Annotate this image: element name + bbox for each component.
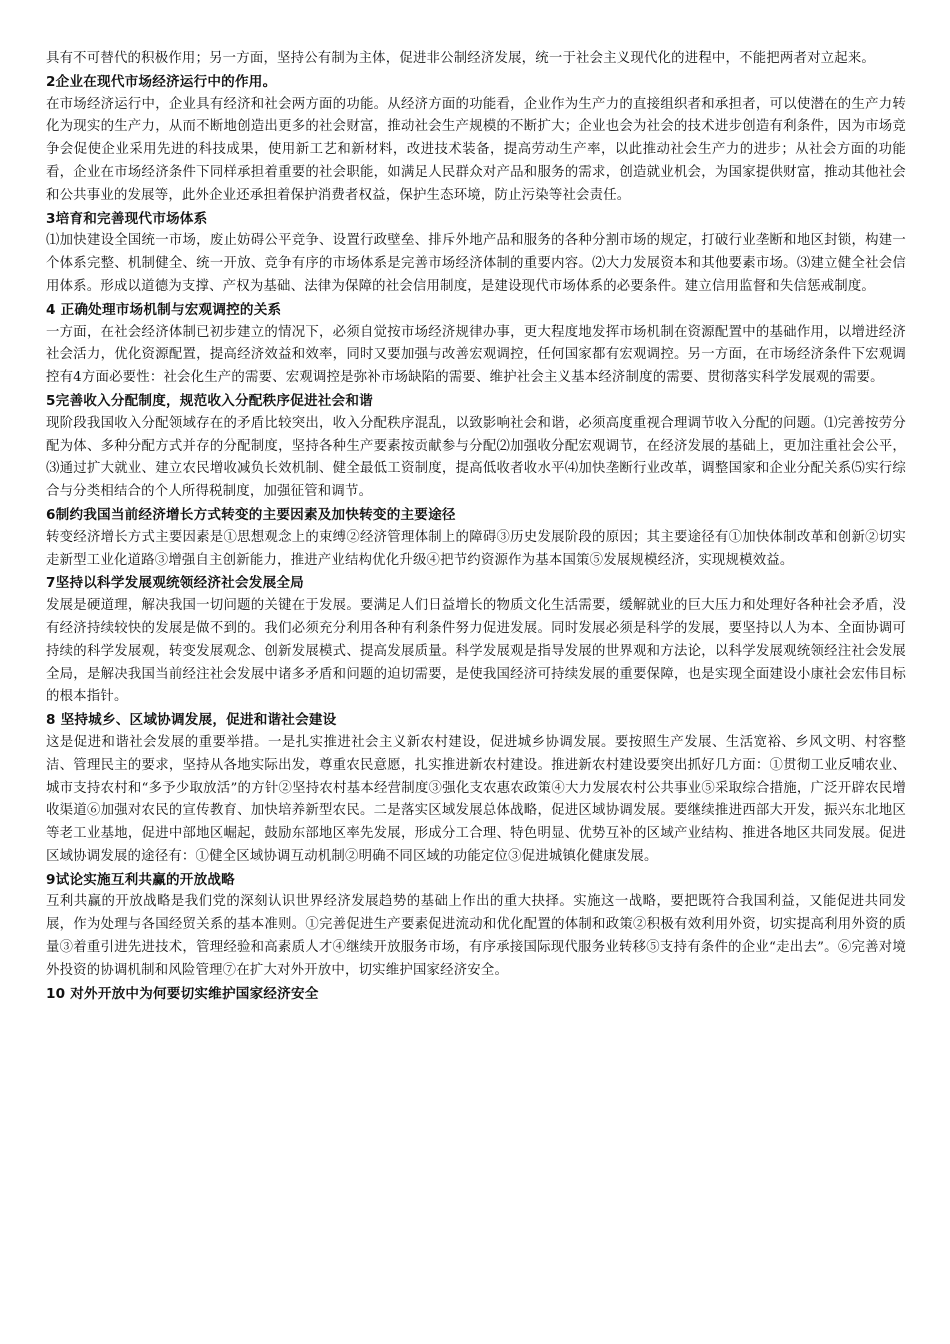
section-10-heading: 10 对外开放中为何要切实维护国家经济安全 bbox=[46, 985, 319, 1002]
section-3-body: ⑴加快建设全国统一市场，废止妨碍公平竞争、设置行政壁垒、排斥外地产品和服务的各种分割市场的规定，打破行业垄断和地区封锁，构建一个体系完整、机制健全、统一开放、竞争有序的市场体系是完善市场经济体制的重要内容。⑵大力发展资本和其他要素市场。⑶建立健全社会信用体系。形成以道德为支撑、产权为基础、法律为保障的社会信用制度，是建设现代市场体系的必要条件。建立信用监督和失信惩戒制度。 bbox=[46, 233, 906, 294]
section-4-body: 一方面，在社会经济体制已初步建立的情况下，必须自觉按市场经济规律办事，更大程度地发挥市场机制在资源配置中的基础作用，以增进经济社会活力，优化资源配置，提高经济效益和效率，同时又要加强与改善宏观调控，任何国家都有宏观调控。另一方面，在市场经济条件下宏观调控有4方面必要性：社会化生产的需要、宏观调控是弥补市场缺陷的需要、维护社会主义基本经济制度的需要、贯彻落实科学发展观的需要。 bbox=[46, 324, 906, 386]
section-6-body: 转变经济增长方式主要因素是①思想观念上的束缚②经济管理体制上的障碍③历史发展阶段的原因；其主要途径有①加快体制改革和创新②切实走新型工业化道路③增强自主创新能力，推进产业结构优化升级④把节约资源作为基本国策⑤发展规模经济，实现规模效益。 bbox=[46, 529, 906, 568]
section-5-heading: 5完善收入分配制度，规范收入分配秩序促进社会和谐 bbox=[46, 392, 373, 409]
section-7-body: 发展是硬道理，解决我国一切问题的关键在于发展。要满足人们日益增长的物质文化生活需要，缓解就业的巨大压力和处理好各种社会矛盾，没有经济持续较快的发展是做不到的。我们必须充分利用各种有利条件努力促进发展。同时发展必须是科学的发展，要坚持以人为本、全面协调可持续的科学发展观，转变发展观念、创新发展模式、提高发展质量。科学发展观是指导发展的世界观和方法论，以科学发展观统领经注社会发展全局，是解决我国当前经注社会发展中诸多矛盾和问题的迫切需要，是使我国经济可持续发展的重要保障，也是实现全面建设小康社会宏伟目标的根本指针。 bbox=[46, 598, 906, 705]
section-9-body: 互利共赢的开放战略是我们党的深刻认识世界经济发展趋势的基础上作出的重大抉择。实施这一战略，要把既符合我国利益，又能促进共同发展，作为处理与各国经贸关系的基本准则。①完善促进生产要素促进流动和优化配置的体制和政策②积极有效利用外资，切实提高利用外资的质量③着重引进先进技术，管理经验和高素质人才④继续开放服务市场，有序承接国际现代服务业转移⑤支持有条件的企业“走出去”。⑥完善对境外投资的协调机制和风险管理⑦在扩大对外开放中，切实维护国家经济安全。 bbox=[46, 894, 906, 978]
intro-paragraph: 具有不可替代的积极作用；另一方面，坚持公有制为主体，促进非公制经济发展，统一于社会主义现代化的进程中，不能把两者对立起来。 bbox=[46, 51, 876, 66]
section-8-body: 这是促进和谐社会发展的重要举措。一是扎实推进社会主义新农村建设，促进城乡协调发展。要按照生产发展、生活宽裕、乡风文明、村容整洁、管理民主的要求，坚持从各地实际出发，尊重农民意愿，扎实推进新农村建设。推进新农村建设要突出抓好几方面：①贯彻工业反哺农业、城市支持农村和“多予少取放活”的方针②坚持农村基本经营制度③强化支农惠农政策④大力发展农村公共事业⑤采取综合措施，广泛开辟农民增收渠道⑥加强对农民的宣传教育、加快培养新型农民。二是落实区域发展总体战略，促进区域协调发展。要继续推进西部大开发，振兴东北地区等老工业基地，促进中部地区崛起，鼓励东部地区率先发展，形成分工合理、特色明显、优势互补的区域产业结构、推进各地区共同发展。促进区域协调发展的途径有：①健全区域协调互动机制②明确不同区域的功能定位③促进城镇化健康发展。 bbox=[46, 734, 906, 864]
section-7-heading: 7坚持以科学发展观统领经济社会发展全局 bbox=[46, 575, 304, 592]
section-3-heading: 3培育和完善现代市场体系 bbox=[46, 210, 208, 227]
section-5-body: 现阶段我国收入分配领域存在的矛盾比较突出，收入分配秩序混乱，以致影响社会和谐，必须高度重视合理调节收入分配的问题。⑴完善按劳分配为体、多种分配方式并存的分配制度，坚持各种生产要素按贡献参与分配⑵加强收分配宏观调节，在经济发展的基础上，更加注重社会公平，⑶通过扩大就业、建立农民增收减负长效机制、健全最低工资制度，提高低收者收水平⑷加快垄断行业改革，调整国家和企业分配关系⑸实行综合与分类相结合的个人所得税制度，加强征管和调节。 bbox=[46, 415, 906, 500]
section-8-heading: 8 坚持城乡、区域协调发展，促进和谐社会建设 bbox=[46, 712, 337, 729]
section-2-body: 在市场经济运行中，企业具有经济和社会两方面的功能。从经济方面的功能看，企业作为生产力的直接组织者和承担者，可以使潜在的生产力转化为现实的生产力，从而不断地创造出更多的社会财富，推动社会生产规模的不断扩大；企业也会为社会的技术进步创造有利条件，因为市场竞争会促使企业采用先进的科技成果，使用新工艺和新材料，改进技术装备，提高劳动生产率，以此推动社会生产力的进步；从社会方面的功能看，企业在市场经济条件下同样承担着重要的社会职能，如满足人民群众对产品和服务的需求，创造就业机会，为国家提供财富，推动其他社会和公共事业的发展等，此外企业还承担着保护消费者权益，保护生态环境，防止污染等社会责任。 bbox=[46, 96, 906, 203]
section-9-heading: 9试论实施互利共赢的开放战略 bbox=[46, 871, 235, 888]
section-2-heading: 2企业在现代市场经济运行中的作用。 bbox=[46, 73, 277, 90]
section-6-heading: 6制约我国当前经济增长方式转变的主要因素及加快转变的主要途径 bbox=[46, 506, 456, 523]
section-4-heading: 4 正确处理市场机制与宏观调控的关系 bbox=[46, 301, 282, 318]
